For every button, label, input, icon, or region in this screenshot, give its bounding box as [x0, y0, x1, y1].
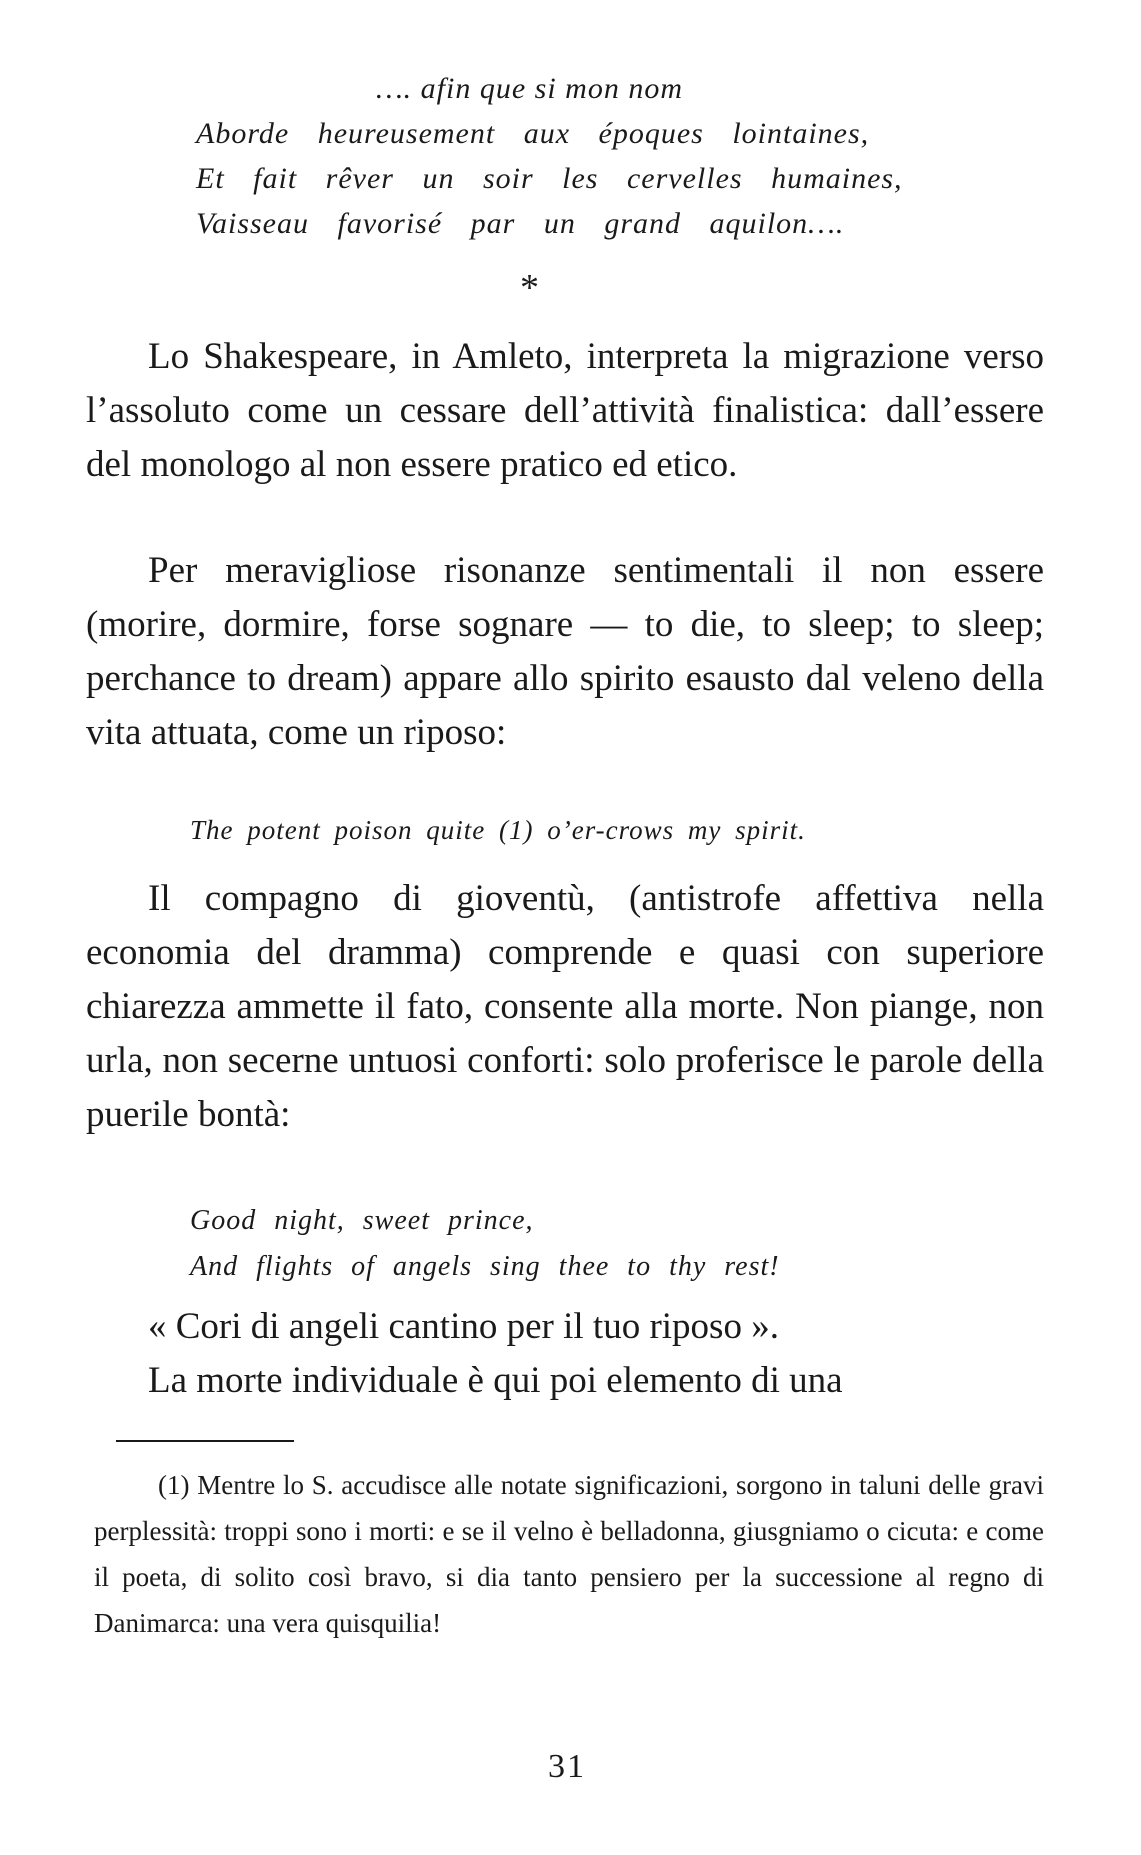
paragraph-text: Il compagno di gioventù, (antistrofe affettiva nella economia del dramma) comprende e quasi con superiore chiarezza ammette il fato, consente alla morte. Non piange, non urla, non secerne untuosi conforti: solo proferisce le parole della puerile bontà:: [86, 878, 1044, 1135]
footnote: [94, 1462, 1044, 1646]
paragraph-text: La morte individuale è qui poi elemento di una: [148, 1360, 843, 1401]
page-number: 31: [548, 1748, 586, 1785]
hamlet-quote: The potent poison quite (1) o’er-crows my spirit.: [190, 815, 806, 845]
body-paragraph: [86, 544, 1044, 760]
section-separator: *: [520, 267, 539, 309]
paragraph-text: Lo Shakespeare, in Amleto, interpreta la migrazione verso l’assoluto come un cessare dell’attività finalistica: dall’essere del monologo al non essere pratico ed etico.: [86, 336, 1044, 485]
paragraph-text: « Cori di angeli cantino per il tuo riposo ».: [148, 1306, 779, 1347]
verse-line: …. afin que si mon nom: [376, 72, 683, 105]
verse-line: And flights of angels sing thee to thy rest!: [190, 1251, 780, 1282]
body-paragraph: [86, 1300, 1044, 1408]
footnote-rule: [116, 1440, 294, 1442]
verse-line: Good night, sweet prince,: [190, 1205, 534, 1236]
footnote-text: (1) Mentre lo S. accudisce alle notate significazioni, sorgono in taluni delle gravi perplessità: troppi sono i morti: e se il velno è belladonna, giusgniamo o cicuta: e come il poeta, di solito così bravo, si dia tanto pensiero per la successione al regno di Danimarca: una vera quisquilia!: [94, 1470, 1044, 1638]
body-paragraph: [86, 872, 1044, 1142]
english-verse-quote: [190, 1198, 780, 1290]
french-verse-quote: [196, 66, 903, 246]
paragraph-text: Per meravigliose risonanze sentimentali il non essere (morire, dormire, forse sognare — to die, to sleep; to sleep; perchance to dream) appare allo spirito esausto dal veleno della vita attuata, come un riposo:: [86, 550, 1044, 753]
verse-line: Et fait rêver un soir les cervelles humaines,: [196, 162, 903, 195]
verse-line: Vaisseau favorisé par un grand aquilon….: [196, 207, 845, 240]
verse-line: Aborde heureusement aux époques lointaines,: [196, 117, 870, 150]
body-paragraph: [86, 330, 1044, 492]
